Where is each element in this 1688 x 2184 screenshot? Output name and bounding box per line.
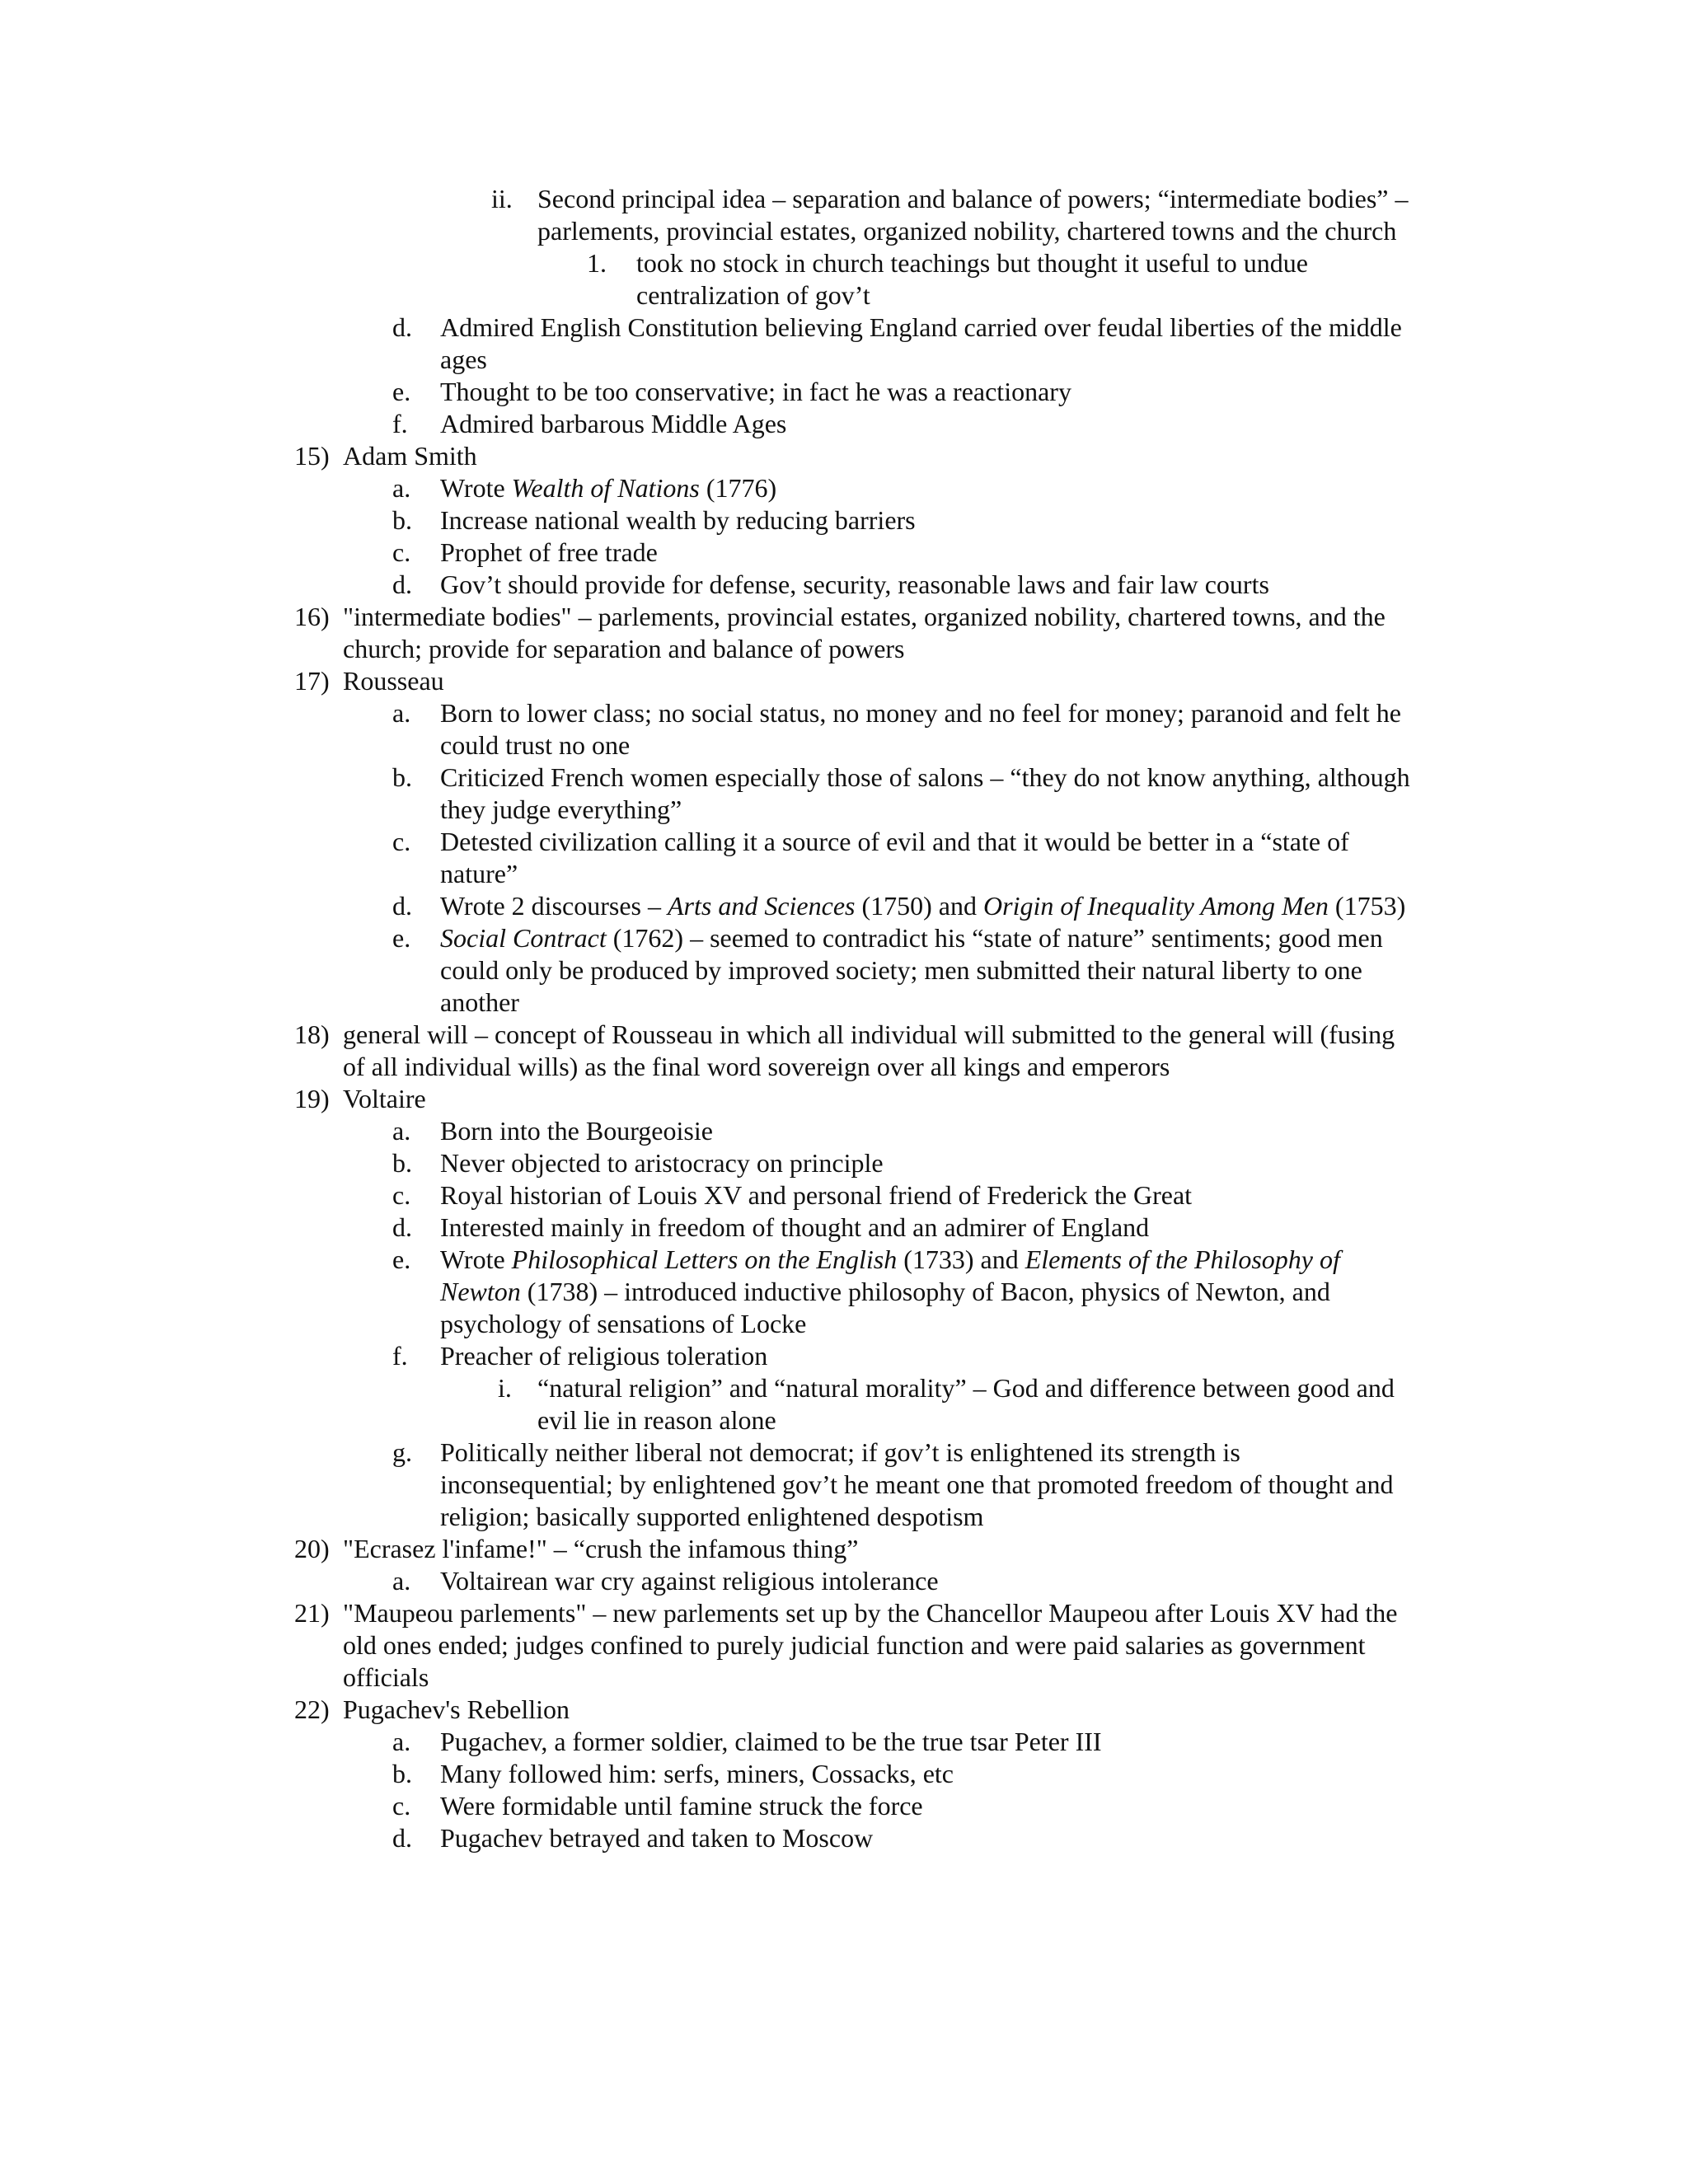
- text-run: (1750) and: [855, 891, 983, 921]
- list-item-text: Second principal idea – separation and balance of powers; “intermediate bodies” – parlements, provincial estates, organized nobility, chartered towns and the church: [537, 184, 1409, 246]
- list-item: [0, 1372, 1688, 1436]
- list-item: [0, 1726, 1688, 1758]
- list-item: [0, 1340, 1688, 1372]
- list-item-text: general will – concept of Rousseau in which all individual will submitted to the general will (fusing of all individual wills) as the final word sovereign over all kings and emperors: [343, 1019, 1395, 1081]
- list-item-text: Preacher of religious toleration: [440, 1341, 768, 1371]
- list-item-text: Prophet of free trade: [440, 537, 658, 567]
- book-title: Arts and Sciences: [667, 891, 856, 921]
- list-item: [0, 408, 1688, 440]
- list-marker: f.: [392, 1341, 408, 1371]
- list-item: [0, 1597, 1688, 1694]
- list-marker: g.: [392, 1437, 412, 1467]
- list-item-text: Increase national wealth by reducing barriers: [440, 505, 916, 535]
- list-item: [0, 247, 1688, 312]
- list-marker: b.: [392, 762, 412, 792]
- list-marker: 15): [294, 441, 330, 471]
- book-title: Origin of Inequality Among Men: [983, 891, 1329, 921]
- list-item-text: Detested civilization calling it a source of evil and that it would be better in a “state of nature”: [440, 827, 1349, 888]
- text-run: Wrote 2 discourses –: [440, 891, 668, 921]
- list-item-text: Royal historian of Louis XV and personal friend of Frederick the Great: [440, 1180, 1193, 1210]
- list-marker: a.: [392, 698, 411, 728]
- list-item-text: Pugachev betrayed and taken to Moscow: [440, 1823, 874, 1853]
- list-item: [0, 537, 1688, 569]
- text-run: Wrote: [440, 1244, 512, 1274]
- list-item-text: Pugachev's Rebellion: [343, 1694, 570, 1724]
- list-marker: c.: [392, 1180, 411, 1210]
- list-item: [0, 1115, 1688, 1147]
- list-item-text: Born to lower class; no social status, no money and no feel for money; paranoid and felt he could trust no one: [440, 698, 1401, 760]
- list-marker: e.: [392, 377, 411, 406]
- text-run: (1762) – seemed to contradict his “state of nature” sentiments; good men could only be produced by improved society; men submitted their natural liberty to one another: [440, 923, 1383, 1017]
- list-item-text: took no stock in church teachings but thought it useful to undue centralization of gov’t: [636, 248, 1308, 310]
- list-marker: 22): [294, 1694, 330, 1724]
- outline-list: [0, 183, 1688, 1854]
- list-item: [0, 1758, 1688, 1790]
- list-item: [0, 504, 1688, 537]
- list-item-text: Never objected to aristocracy on principle: [440, 1148, 884, 1178]
- list-item: [0, 665, 1688, 697]
- list-item: [0, 1019, 1688, 1083]
- list-item: [0, 1179, 1688, 1212]
- list-marker: d.: [392, 1823, 412, 1853]
- list-marker: d.: [392, 891, 412, 921]
- list-item-text: Admired English Constitution believing England carried over feudal liberties of the middle ages: [440, 312, 1402, 374]
- list-item-text: Were formidable until famine struck the force: [440, 1791, 923, 1821]
- list-item: [0, 312, 1688, 376]
- list-marker: 21): [294, 1598, 330, 1628]
- list-item-text: Interested mainly in freedom of thought and an admirer of England: [440, 1212, 1150, 1242]
- list-item: [0, 762, 1688, 826]
- list-marker: d.: [392, 569, 412, 599]
- list-marker: a.: [392, 1566, 411, 1596]
- list-item-text: Politically neither liberal not democrat; if gov’t is enlightened its strength is inconsequential; by enlightened gov’t he meant one that promoted freedom of thought and religion; basically supported enlightened despotism: [440, 1437, 1394, 1531]
- list-item: [0, 890, 1688, 922]
- list-item-text: [440, 922, 1413, 1019]
- list-marker: d.: [392, 1212, 412, 1242]
- text-run: (1753): [1328, 891, 1406, 921]
- list-item: [0, 1790, 1688, 1822]
- list-item: [0, 376, 1688, 408]
- list-item-text: Gov’t should provide for defense, security, reasonable laws and fair law courts: [440, 569, 1269, 599]
- list-item: [0, 472, 1688, 504]
- text-run: (1776): [699, 473, 777, 503]
- list-item: [0, 922, 1688, 1019]
- book-title: Elements of the Philosophy of Newton: [440, 1244, 1340, 1306]
- list-marker: b.: [392, 1759, 412, 1788]
- list-item-text: [440, 890, 1413, 922]
- list-item-text: [440, 1244, 1413, 1340]
- list-item: [0, 569, 1688, 601]
- list-item-text: Admired barbarous Middle Ages: [440, 409, 787, 438]
- list-item: [0, 1436, 1688, 1533]
- list-item-text: Many followed him: serfs, miners, Cossacks, etc: [440, 1759, 954, 1788]
- list-marker: a.: [392, 1727, 411, 1756]
- list-marker: 20): [294, 1534, 330, 1563]
- list-item: [0, 1533, 1688, 1565]
- list-marker: c.: [392, 537, 411, 567]
- list-item-text: Criticized French women especially those of salons – “they do not know anything, although they judge everything”: [440, 762, 1410, 824]
- book-title: Social Contract: [440, 923, 607, 953]
- list-item-text: "intermediate bodies" – parlements, provincial estates, organized nobility, chartered towns, and the church; provide for separation and balance of powers: [343, 602, 1386, 663]
- book-title: Wealth of Nations: [511, 473, 700, 503]
- list-marker: d.: [392, 312, 412, 342]
- list-marker: b.: [392, 1148, 412, 1178]
- list-item: [0, 697, 1688, 762]
- list-marker: 19): [294, 1084, 330, 1113]
- list-item: [0, 1147, 1688, 1179]
- list-marker: 18): [294, 1019, 330, 1049]
- list-marker: c.: [392, 1791, 411, 1821]
- list-marker: f.: [392, 409, 408, 438]
- text-run: (1738) – introduced inductive philosophy of Bacon, physics of Newton, and psychology of sensations of Locke: [440, 1277, 1330, 1338]
- list-marker: 1.: [587, 248, 607, 278]
- list-item: [0, 826, 1688, 890]
- text-run: Wrote: [440, 473, 512, 503]
- text-run: (1733) and: [897, 1244, 1025, 1274]
- list-item-text: Born into the Bourgeoisie: [440, 1116, 713, 1146]
- list-item: [0, 1244, 1688, 1340]
- list-marker: a.: [392, 473, 411, 503]
- list-item-text: [440, 472, 1413, 504]
- list-item: [0, 1565, 1688, 1597]
- list-marker: a.: [392, 1116, 411, 1146]
- list-item-text: "Maupeou parlements" – new parlements set up by the Chancellor Maupeou after Louis XV had the old ones ended; judges confined to purely judicial function and were paid salaries as government officials: [343, 1598, 1398, 1692]
- list-item-text: Rousseau: [343, 666, 444, 696]
- list-item: [0, 601, 1688, 665]
- list-item: [0, 1694, 1688, 1726]
- list-item-text: "Ecrasez l'infame!" – “crush the infamous thing”: [343, 1534, 859, 1563]
- list-item: [0, 1212, 1688, 1244]
- list-marker: e.: [392, 1244, 411, 1274]
- list-item-text: “natural religion” and “natural morality” – God and difference between good and evil lie in reason alone: [537, 1373, 1395, 1435]
- list-marker: ii.: [491, 184, 513, 213]
- list-item-text: Voltaire: [343, 1084, 426, 1113]
- list-marker: b.: [392, 505, 412, 535]
- list-item-text: Adam Smith: [343, 441, 477, 471]
- book-title: Philosophical Letters on the English: [511, 1244, 898, 1274]
- list-item-text: Thought to be too conservative; in fact he was a reactionary: [440, 377, 1071, 406]
- list-item: [0, 1083, 1688, 1115]
- list-item: [0, 1822, 1688, 1854]
- list-marker: e.: [392, 923, 411, 953]
- list-item-text: Voltairean war cry against religious intolerance: [440, 1566, 939, 1596]
- list-item: [0, 440, 1688, 472]
- list-marker: c.: [392, 827, 411, 856]
- list-item: [0, 183, 1688, 247]
- list-marker: 16): [294, 602, 330, 631]
- list-marker: 17): [294, 666, 330, 696]
- list-item-text: Pugachev, a former soldier, claimed to be the true tsar Peter III: [440, 1727, 1102, 1756]
- list-marker: i.: [498, 1373, 512, 1403]
